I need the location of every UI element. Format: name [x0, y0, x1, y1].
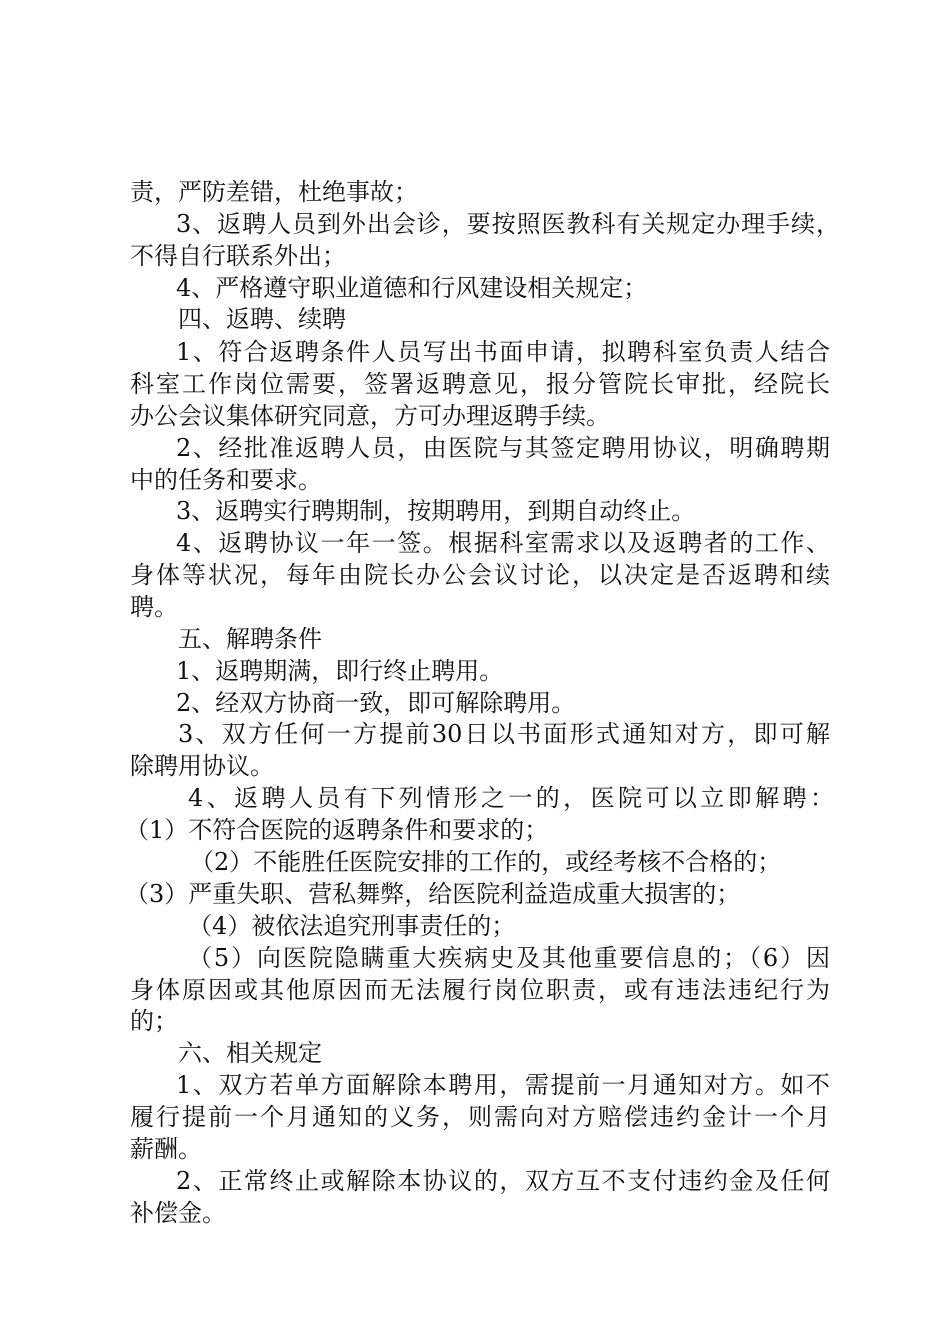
text-line: （5）向医院隐瞒重大疾病史及其他重要信息的；（6）因 [188, 944, 830, 972]
text-line: 聘。 [130, 593, 178, 621]
section-heading: 四、返聘、续聘 [178, 305, 346, 333]
text-line: 2、正常终止或解除本协议的，双方互不支付违约金及任何 [176, 1167, 830, 1195]
text-line: 不得自行联系外出； [130, 242, 346, 270]
text-line: 3、双方任何一方提前30日以书面形式通知对方，即可解 [178, 720, 830, 748]
section-heading: 六、相关规定 [178, 1039, 322, 1067]
text-line: 3、返聘人员到外出会诊，要按照医教科有关规定办理手续， [176, 210, 840, 238]
text-line: （4）被依法追究刑事责任的； [188, 912, 516, 940]
text-line: 4、返聘协议一年一签。根据科室需求以及返聘者的工作、 [176, 529, 830, 557]
text-line: 履行提前一个月通知的义务，则需向对方赔偿违约金计一个月 [130, 1103, 830, 1131]
text-line: 办公会议集体研究同意，方可办理返聘手续。 [130, 402, 610, 430]
text-line: （3）严重失职、营私舞弊，给医院利益造成重大损害的； [125, 880, 741, 908]
text-line: 1、双方若单方面解除本聘用，需提前一月通知对方。如不 [176, 1071, 830, 1099]
text-line: 身体原因或其他原因而无法履行岗位职责，或有违法违纪行为 [130, 976, 830, 1004]
section-heading: 五、解聘条件 [178, 625, 322, 653]
text-line: 2、经批准返聘人员，由医院与其签定聘用协议，明确聘期 [176, 434, 830, 462]
text-line: 1、符合返聘条件人员写出书面申请，拟聘科室负责人结合 [176, 338, 830, 366]
text-line: 1、返聘期满，即行终止聘用。 [176, 657, 504, 685]
text-line: 的； [130, 1007, 178, 1035]
text-line: 责，严防差错，杜绝事故； [130, 178, 418, 206]
text-line: （1）不符合医院的返聘条件和要求的； [125, 816, 549, 844]
text-line: 除聘用协议。 [130, 752, 274, 780]
text-line: 薪酬。 [130, 1135, 202, 1163]
text-line: 补偿金。 [130, 1199, 226, 1227]
text-line: 中的任务和要求。 [130, 466, 322, 494]
text-line: （2）不能胜任医院安排的工作的，或经考核不合格的； [190, 848, 782, 876]
text-line: 3、返聘实行聘期制，按期聘用，到期自动终止。 [176, 497, 696, 525]
text-line: 身体等状况，每年由院长办公会议讨论，以决定是否返聘和续 [130, 561, 830, 589]
text-line: 4、严格遵守职业道德和行风建设相关规定； [176, 274, 648, 302]
text-line: 科室工作岗位需要，签署返聘意见，报分管院长审批，经院长 [130, 370, 830, 398]
text-line: 2、经双方协商一致，即可解除聘用。 [176, 689, 576, 717]
text-line: 4、返聘人员有下列情形之一的，医院可以立即解聘： [188, 784, 834, 812]
